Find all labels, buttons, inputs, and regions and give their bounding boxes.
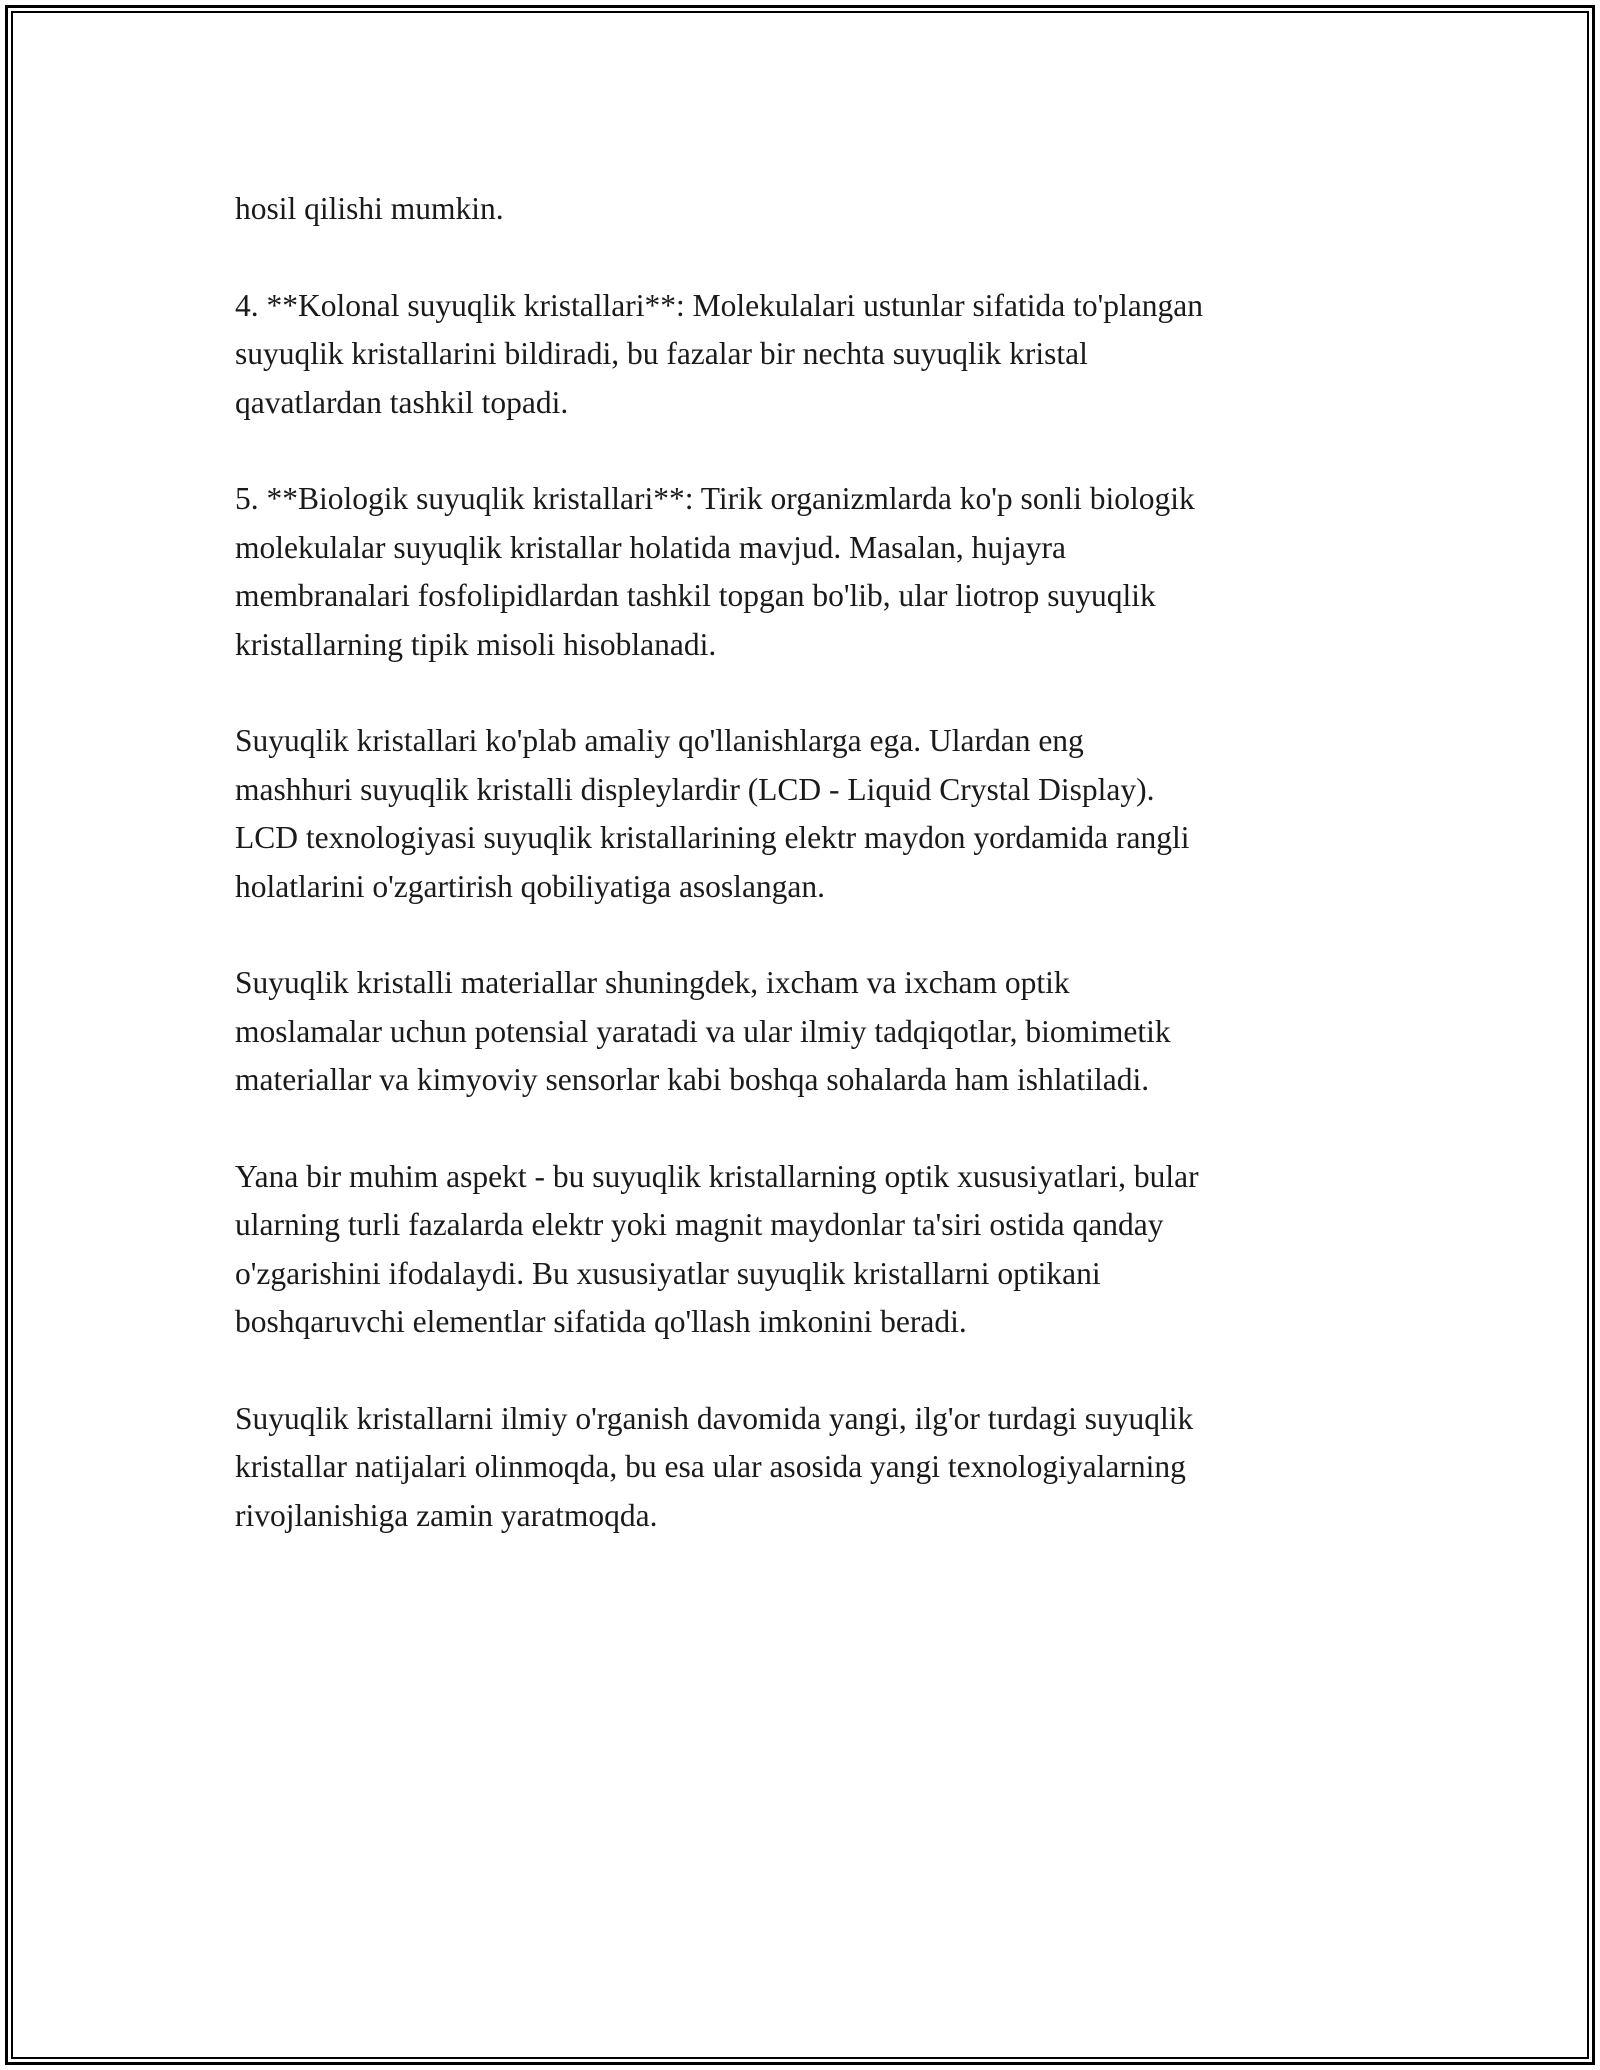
text-line: membranalari fosfolipidlardan tashkil topgan bo'lib, ular liotrop suyuqlik [235,578,1156,614]
text-line: LCD texnologiyasi suyuqlik kristallarining elektr maydon yordamida rangli [235,820,1190,856]
text-line: Suyuqlik kristalli materiallar shuningdek, ixcham va ixcham optik [235,965,1070,1001]
paragraph-kolonal [235,282,1380,427]
paragraph-applications [235,717,1380,911]
text-line: Yana bir muhim aspekt - bu suyuqlik kristallarning optik xususiyatlari, bular [235,1159,1199,1195]
text-line: materiallar va kimyoviy sensorlar kabi boshqa sohalarda ham ishlatiladi. [235,1062,1150,1098]
text-line: suyuqlik kristallarini bildiradi, bu fazalar bir nechta suyuqlik kristal [235,336,1088,372]
text-line: o'zgarishini ifodalaydi. Bu xususiyatlar suyuqlik kristallarni optikani [235,1255,1101,1291]
text-line: rivojlanishiga zamin yaratmoqda. [235,1497,658,1533]
text-line: boshqaruvchi elementlar sifatida qo'llash imkonini beradi. [235,1304,967,1340]
document-body [235,185,1380,1589]
text-line: qavatlardan tashkil topadi. [235,384,569,420]
text-line: 4. **Kolonal suyuqlik kristallari**: Molekulalari ustunlar sifatida to'plangan [235,287,1203,323]
text-line: mashhuri suyuqlik kristalli displeylardir (LCD - Liquid Crystal Display). [235,771,1155,807]
text-line: moslamalar uchun potensial yaratadi va ular ilmiy tadqiqotlar, biomimetik [235,1013,1171,1049]
paragraph-materials [235,959,1380,1104]
text-line: kristallar natijalari olinmoqda, bu esa ular asosida yangi texnologiyalarning [235,1449,1186,1485]
paragraph-biologik [235,475,1380,669]
text-line: Suyuqlik kristallari ko'plab amaliy qo'llanishlarga ega. Ulardan eng [235,723,1084,759]
text-line: 5. **Biologik suyuqlik kristallari**: Tirik organizmlarda ko'p sonli biologik [235,481,1195,517]
text-line: Suyuqlik kristallarni ilmiy o'rganish davomida yangi, ilg'or turdagi suyuqlik [235,1401,1194,1437]
text-line: holatlarini o'zgartirish qobiliyatiga asoslangan. [235,868,826,904]
paragraph-optical [235,1153,1380,1347]
text-line: molekulalar suyuqlik kristallar holatida mavjud. Masalan, hujayra [235,529,1067,565]
paragraph-continuation [235,185,1380,233]
text-line: kristallarning tipik misoli hisoblanadi. [235,626,717,662]
text-line: hosil qilishi mumkin. [235,191,504,226]
text-line: ularning turli fazalarda elektr yoki magnit maydonlar ta'siri ostida qanday [235,1207,1164,1243]
paragraph-research [235,1395,1380,1540]
